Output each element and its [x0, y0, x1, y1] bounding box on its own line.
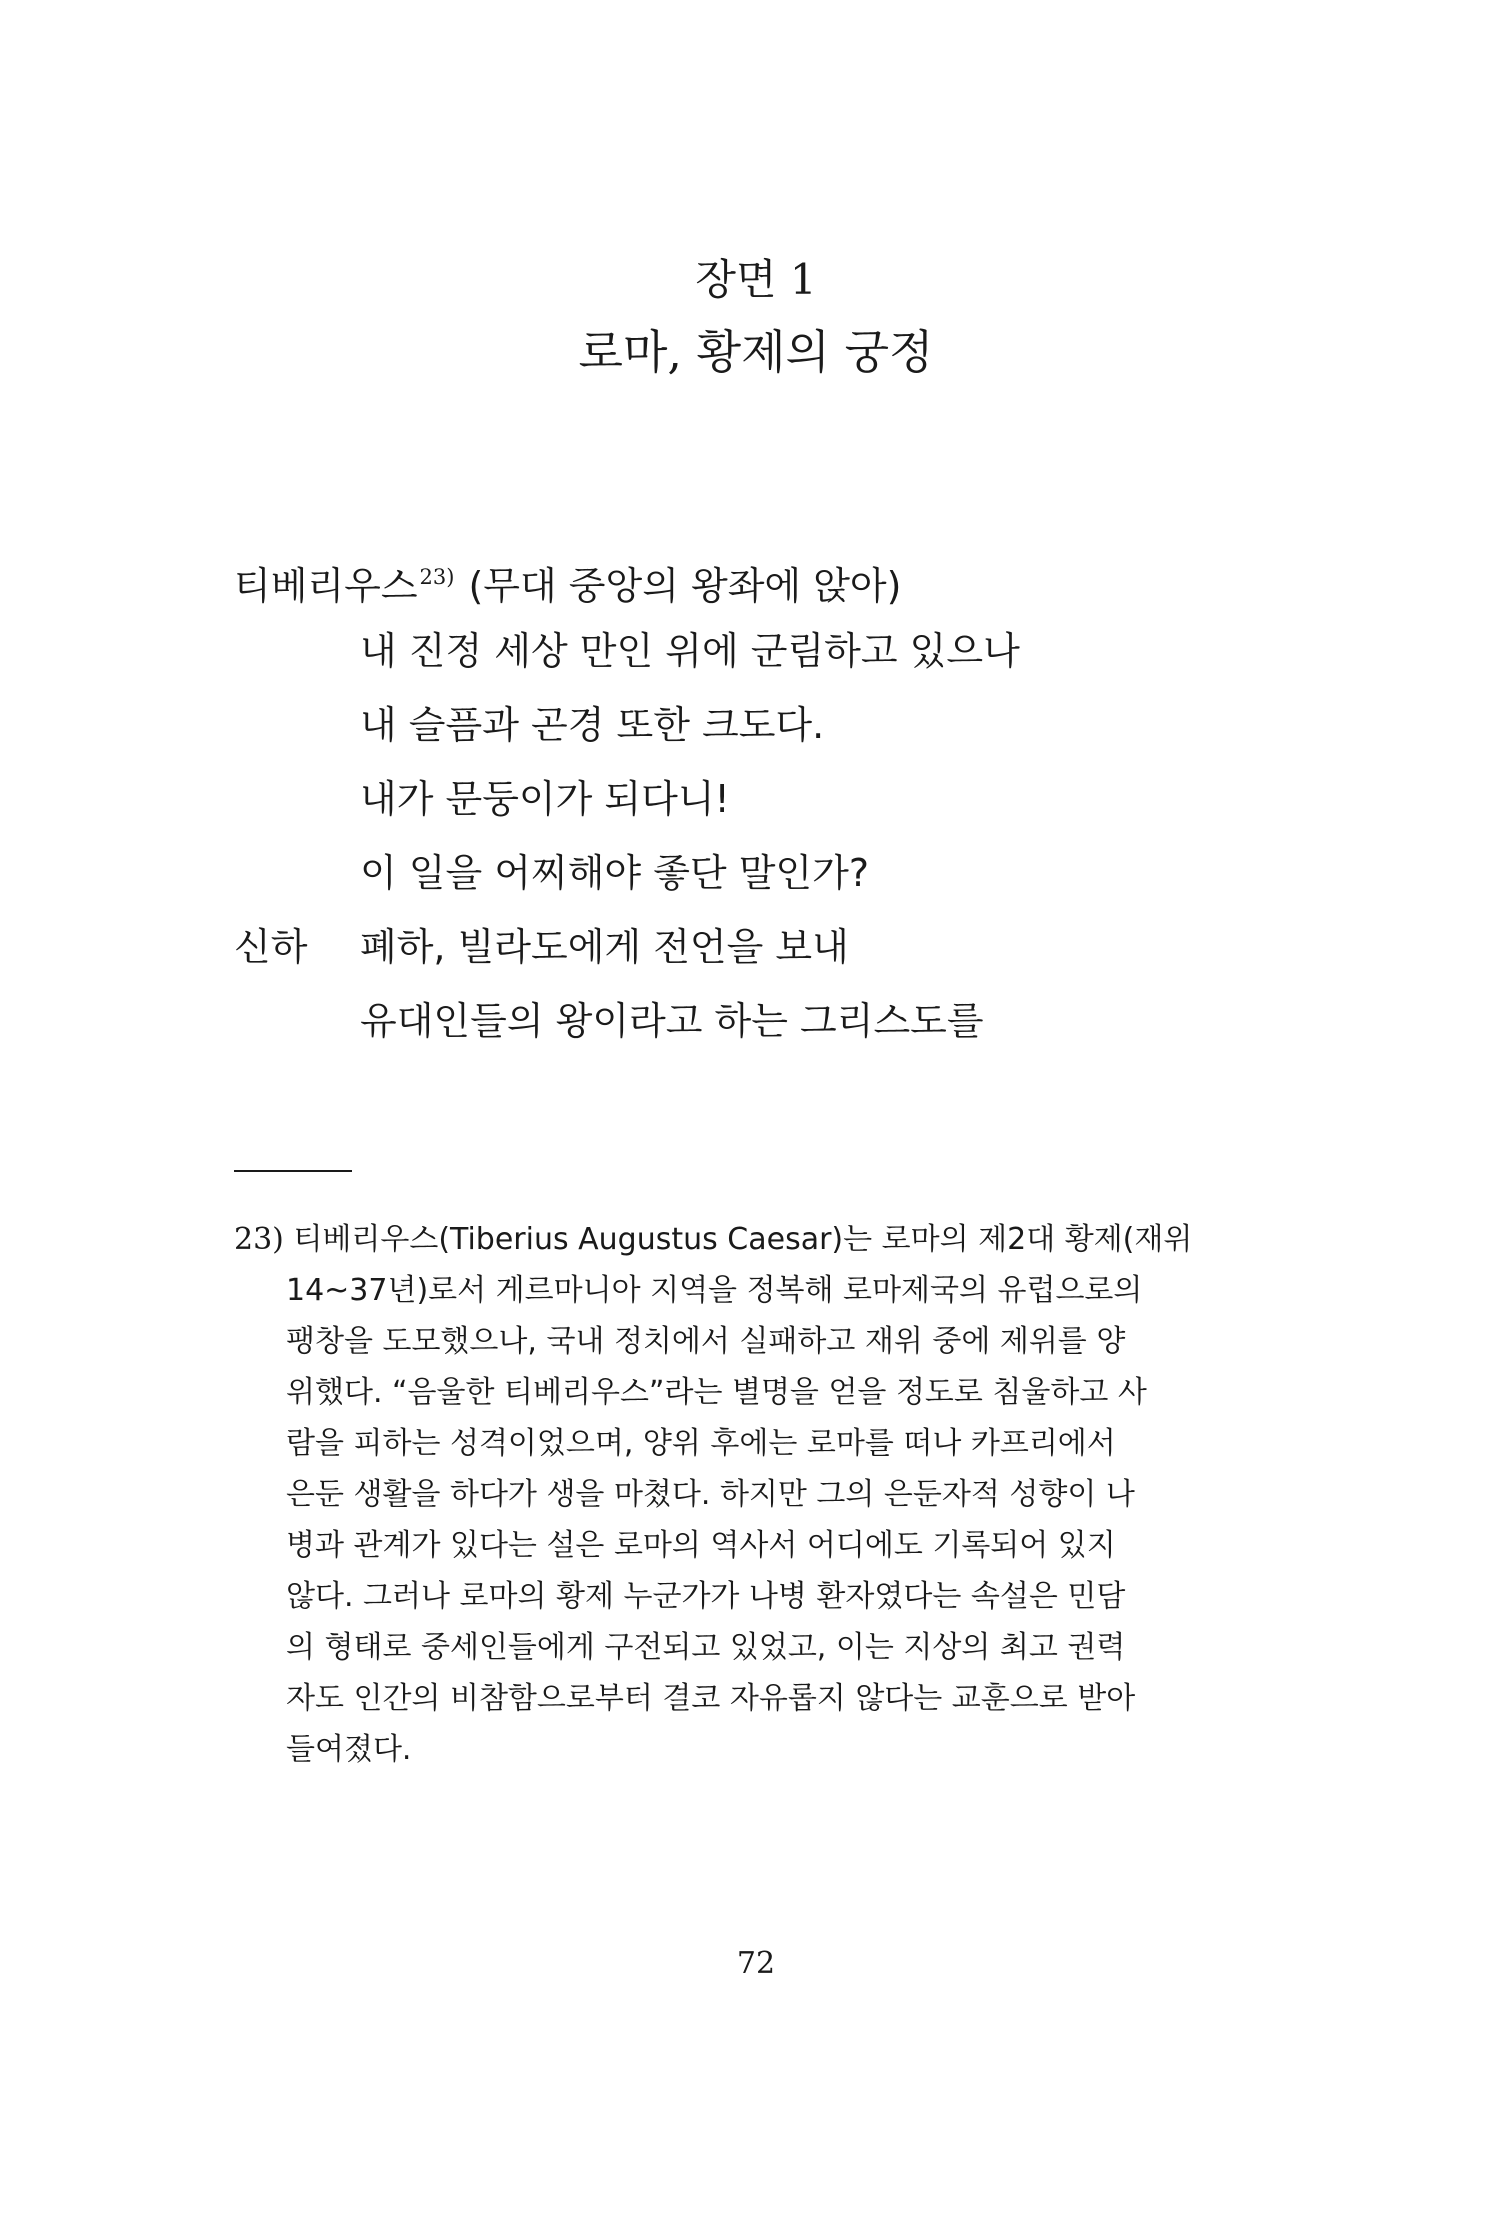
dialogue-line [234, 770, 1294, 844]
footnote-line: 자도 인간의 비참함으로부터 결코 자유롭지 않다는 교훈으로 받아 [286, 1681, 1136, 1716]
footnote-line: 14~37년)로서 게르마니아 지역을 정복해 로마제국의 유럽으로의 [286, 1273, 1143, 1308]
verse-line: 내 진정 세상 만인 위에 군림하고 있으나 [360, 629, 1020, 673]
footnote-line [234, 1214, 1288, 1265]
verse-line: 폐하, 빌라도에게 전언을 보내 [360, 925, 849, 969]
footnote-number: 23) [234, 1222, 284, 1257]
dialogue-line [234, 696, 1294, 770]
footnote-line: 은둔 생활을 하다가 생을 마쳤다. 하지만 그의 은둔자적 성향이 나 [286, 1477, 1135, 1512]
stage-direction: (무대 중앙의 왕좌에 앉아) [468, 564, 902, 608]
speaker-tiberius [234, 548, 901, 615]
scene-title: 로마, 황제의 궁정 [578, 325, 934, 379]
footnote-line: 않다. 그러나 로마의 황제 누군가가 나병 환자였다는 속설은 민담 [286, 1579, 1126, 1614]
footnote-line: 들여졌다. [286, 1732, 412, 1767]
footnote-text: 티베리우스(Tiberius Augustus Caesar)는 로마의 제2대 황제(재위 [293, 1222, 1193, 1257]
footnote-line: 병과 관계가 있다는 설은 로마의 역사서 어디에도 기록되어 있지 [286, 1528, 1116, 1563]
scene-number: 장면 1 [695, 255, 817, 304]
footnote-reference: 23) [419, 565, 455, 589]
verse-line: 내 슬픔과 곤경 또한 크도다. [360, 703, 825, 747]
footnote-line: 람을 피하는 성격이었으며, 양위 후에는 로마를 떠나 카프리에서 [286, 1426, 1116, 1461]
dialogue-line [234, 918, 1294, 992]
dialogue-line [234, 844, 1294, 918]
page-number: 72 [736, 1946, 776, 1981]
footnote-line: 의 형태로 중세인들에게 구전되고 있었고, 이는 지상의 최고 권력 [286, 1630, 1126, 1665]
speaker-subject: 신하 [234, 925, 308, 969]
dialogue-block [234, 548, 1294, 1066]
footnote [234, 1214, 1288, 1775]
speaker-name: 티베리우스 [234, 564, 418, 608]
dialogue-line [234, 622, 1294, 696]
verse-line: 이 일을 어찌해야 좋단 말인가? [360, 851, 869, 895]
dialogue-line [234, 548, 1294, 622]
dialogue-line [234, 992, 1294, 1066]
footnote-line: 위했다. “음울한 티베리우스”라는 별명을 얻을 정도로 침울하고 사 [286, 1375, 1147, 1410]
verse-line: 내가 문둥이가 되다니! [360, 777, 730, 821]
footnote-line: 팽창을 도모했으나, 국내 정치에서 실패하고 재위 중에 제위를 양 [286, 1324, 1126, 1359]
footnote-separator [234, 1170, 352, 1172]
verse-line: 유대인들의 왕이라고 하는 그리스도를 [360, 999, 984, 1043]
